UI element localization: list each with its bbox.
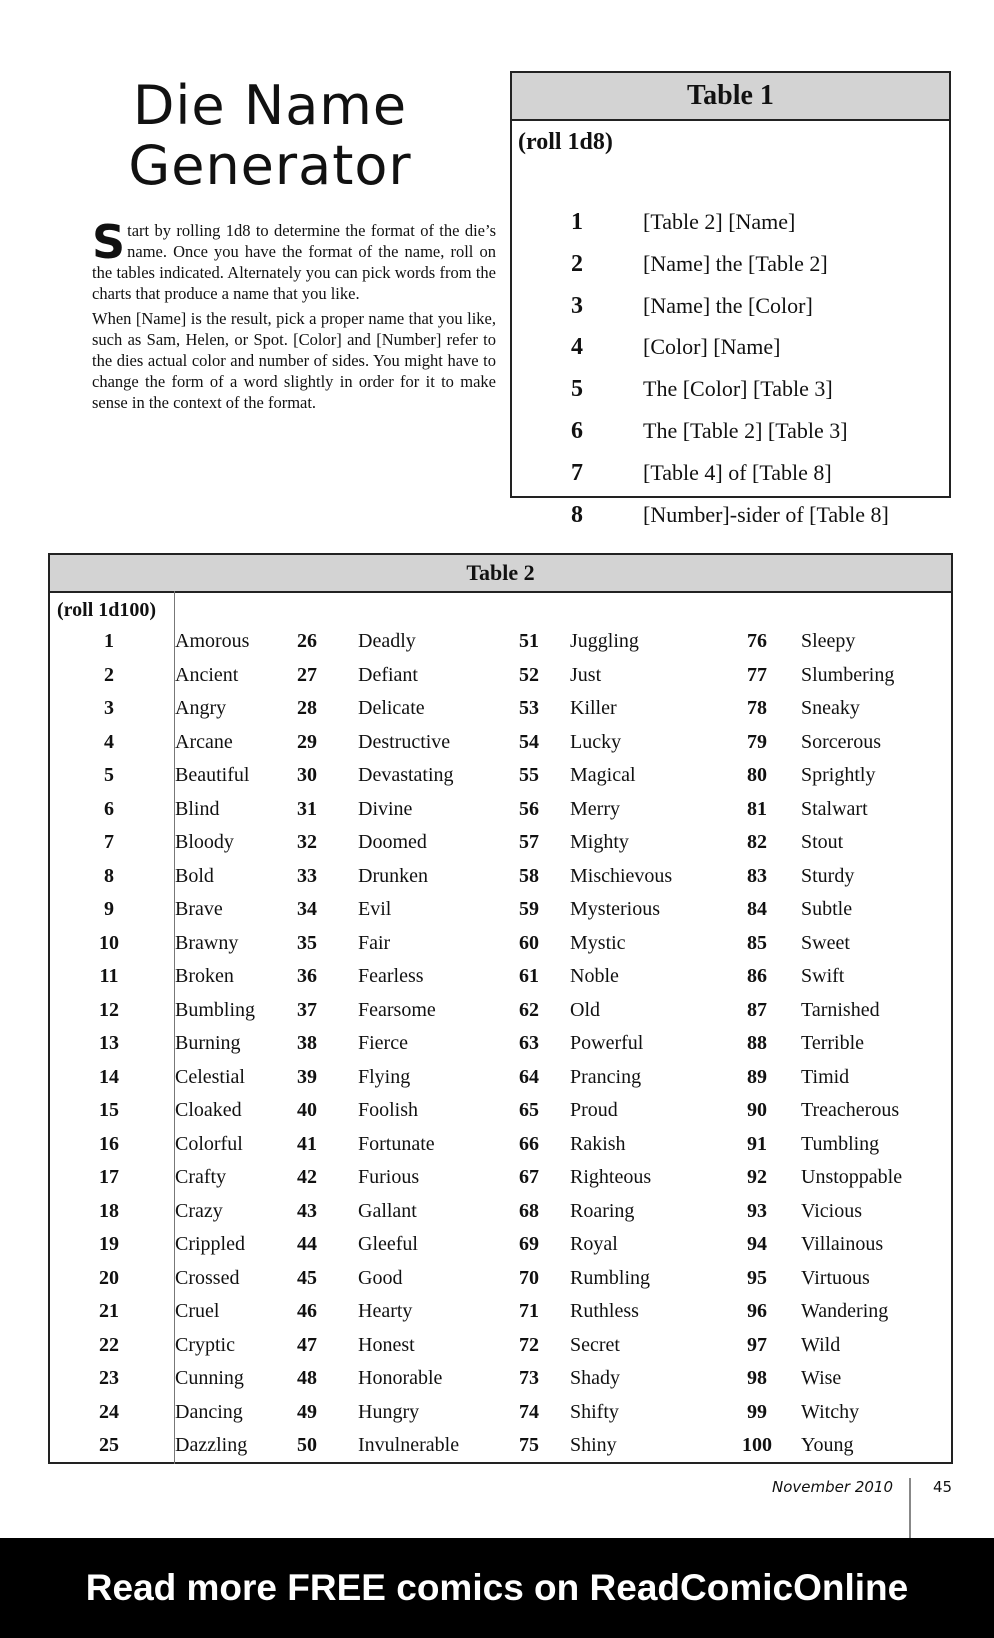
table-2-word: Fierce [358,1032,408,1054]
table-2-word: Treacherous [801,1099,900,1121]
table-2-word: Dazzling [175,1434,248,1456]
table-2-roll-number: 80 [747,764,767,786]
table-2-word: Witchy [801,1400,860,1423]
table-2-word: Cryptic [175,1333,235,1356]
table-2-roll-number: 7 [104,831,114,853]
table-2-word: Fair [358,931,391,954]
table-2-word: Sorcerous [801,730,881,753]
table-2-roll-number: 57 [519,831,539,853]
table-2-word: Old [570,998,600,1021]
drop-cap: S [92,215,126,269]
table-2-word: Righteous [570,1166,652,1188]
table-2-roll-number: 92 [747,1166,767,1188]
intro-paragraph-1 [92,215,496,304]
table-1-title: Table 1 [512,73,949,121]
table-2-word: Devastating [358,764,454,786]
table-2-word: Sprightly [801,764,876,786]
table-2-roll-number: 93 [747,1199,767,1222]
table-2-word: Honest [358,1333,415,1356]
table-2-roll-number: 17 [99,1166,119,1188]
table-2-word: Fearless [358,965,424,987]
table-2-word: Defiant [358,663,418,686]
table-2-word: Slumbering [801,663,895,686]
table-1-roll-number: 5 [571,376,583,403]
table-2-roll-number: 44 [297,1233,317,1255]
table-2-word: Hearty [358,1300,413,1322]
table-2-roll-number: 60 [519,931,539,954]
table-2-roll-number: 8 [104,864,114,887]
intro-paragraph-2: When [Name] is the result, pick a proper name that you like, such as Sam, Helen, or Spot. [Color] and [Number] refer to the dies actual color and number of sides. You might have to change the form of a word slightly in order for it to make sense in the context of the format. [92,309,496,412]
table-2-word: Tarnished [801,998,880,1021]
table-2-word: Wandering [801,1300,889,1322]
table-2-roll-number: 3 [104,697,114,719]
table-2-roll-number: 48 [297,1367,317,1389]
table-2-word: Subtle [801,898,853,920]
table-2-roll-number: 30 [297,764,317,786]
table-2-word: Wise [801,1367,842,1389]
page-title [95,76,445,196]
table-2-roll-number: 45 [297,1266,317,1289]
table-2-roll-number: 66 [519,1132,539,1155]
table-2-word: Flying [358,1065,411,1088]
issue-date: November 2010 [772,1478,893,1496]
title-line-1: Die Name [132,74,408,137]
table-2-roll-number: 25 [99,1434,119,1456]
table-2-word: Bumbling [175,998,256,1021]
table-2-word: Swift [801,965,845,987]
table-2-roll-number: 77 [747,663,767,686]
table-2-word: Lucky [570,730,622,753]
table-2-word: Drunken [358,864,428,887]
table-2-word: Powerful [570,1032,644,1054]
table-2-word: Destructive [358,730,451,753]
table-2-word: Timid [801,1065,850,1088]
table-1-format: [Name] the [Color] [643,292,813,318]
table-1-row [512,201,949,243]
table-2-word: Cunning [175,1367,244,1389]
table-2-roll-number: 38 [297,1032,317,1054]
table-2-roll-number: 10 [99,931,119,954]
table-2-roll-number: 76 [747,630,767,652]
table-2-roll-number: 24 [99,1400,119,1423]
table-2-roll-number: 69 [519,1233,539,1255]
table-2-roll-number: 28 [297,697,317,719]
table-2-word: Cloaked [175,1099,242,1121]
table-2-word: Tumbling [801,1132,880,1155]
table-2-word: Angry [175,697,227,719]
table-2-word: Foolish [358,1099,419,1121]
table-1-format: [Number]-sider of [Table 8] [643,501,889,527]
table-2-word: Amorous [175,630,250,652]
table-2-roll-number: 9 [104,898,114,920]
table-2-word: Furious [358,1166,420,1188]
table-2-roll-number: 82 [747,831,767,853]
table-2-word: Crippled [175,1233,245,1255]
table-2-word: Vicious [801,1199,863,1222]
table-2-roll-number: 98 [747,1367,767,1389]
table-2-word: Stalwart [801,797,868,820]
footer-divider [909,1478,911,1538]
table-1-roll-number: 3 [571,292,583,319]
table-2-word: Gleeful [358,1233,418,1255]
table-2-word: Crafty [175,1166,227,1188]
table-1-roll-number: 4 [571,334,583,361]
table-2-roll-number: 89 [747,1065,767,1088]
table-2-roll-number: 6 [104,797,114,820]
table-2-roll-number: 68 [519,1199,539,1222]
table-2-roll-number: 35 [297,931,317,954]
table-2-roll-number: 19 [99,1233,119,1255]
table-2-word: Young [801,1434,854,1456]
table-2-roll-number: 53 [519,697,539,719]
table-2-word: Beautiful [175,764,250,786]
table-1-format: [Name] the [Table 2] [643,250,828,276]
table-2-word: Bold [175,864,214,887]
table-2-roll-number: 22 [99,1333,119,1356]
table-2-roll-number: 49 [297,1400,317,1423]
table-1-row [512,326,949,368]
table-2-roll-number: 42 [297,1166,317,1188]
table-1-format: The [Color] [Table 3] [643,376,833,402]
table-2-word: Killer [570,697,617,719]
table-2-roll-number: 50 [297,1434,317,1456]
table-2-word: Deadly [358,630,416,652]
table-2-word: Sneaky [801,697,860,719]
table-2-word: Blind [175,797,220,820]
table-1-roll-number: 8 [571,501,583,528]
table-2-roll-number: 78 [747,697,767,719]
table-2-roll-number: 81 [747,797,767,820]
table-2-roll-number: 58 [519,864,539,887]
table-2-roll-number: 37 [297,998,317,1021]
table-1-format: [Table 2] [Name] [643,209,796,234]
table-2-roll-number: 4 [104,730,114,753]
table-2-word: Invulnerable [358,1434,460,1456]
table-2-roll-number: 31 [297,797,317,820]
table-2-roll-number: 71 [519,1300,539,1322]
table-2-roll-number: 26 [297,630,317,652]
table-2-roll-number: 29 [297,730,317,753]
table-2-word: Bloody [175,831,234,853]
table-1-roll-number: 1 [571,209,583,235]
promo-banner[interactable]: Read more FREE comics on ReadComicOnline [0,1538,994,1638]
table-1-format: The [Table 2] [Table 3] [643,418,848,443]
table-2-word: Noble [570,965,619,987]
table-2-roll-number: 40 [297,1099,317,1121]
table-2-word: Evil [358,898,392,920]
table-2-word: Wild [801,1333,841,1356]
table-2-word: Honorable [358,1367,443,1389]
table-1-row [512,285,949,327]
table-2-word: Brawny [175,931,239,954]
table-2-word: Cruel [175,1300,220,1322]
table-2-word: Just [570,663,602,686]
intro-text [92,215,496,417]
table-2-roll-number: 64 [519,1065,539,1088]
table-2-roll-number: 2 [104,663,114,686]
table-2-word: Broken [175,965,234,987]
table-2-word: Juggling [570,630,639,652]
table-2-roll-number: 75 [519,1434,539,1456]
table-2-roll-number: 36 [297,965,317,987]
table-2-word: Shifty [570,1400,619,1423]
table-2-word: Fortunate [358,1132,435,1155]
table-2-word: Crazy [175,1199,223,1222]
table-2-roll-number: 84 [747,898,767,920]
table-2-roll-number: 5 [104,764,114,786]
table-2-word: Ruthless [570,1300,639,1322]
table-2-roll-number: 23 [99,1367,119,1389]
table-2-roll-number: 43 [297,1199,317,1222]
table-2-word: Good [358,1266,403,1289]
table-2-word: Divine [358,797,413,820]
table-2-roll-number: 32 [297,831,317,853]
table-2-word: Mysterious [570,898,660,920]
table-2-roll-number: 18 [99,1199,119,1222]
table-2-roll-number: 100 [742,1434,772,1456]
title-line-2: Generator [128,134,412,197]
table-1-format: [Table 4] of [Table 8] [643,459,832,485]
table-2-word: Sturdy [801,864,855,887]
table-2-roll-number: 88 [747,1032,767,1054]
table-2-word: Fearsome [358,998,436,1021]
table-2-word: Magical [570,764,636,786]
table-2-title: Table 2 [50,555,951,593]
table-2-roll-number: 87 [747,998,767,1021]
table-2-roll-number: 63 [519,1032,539,1054]
table-2-roll-number: 94 [747,1233,767,1255]
table-1-roll-number: 6 [571,418,583,444]
table-2-roll-number: 62 [519,998,539,1021]
table-1-roll-label: (roll 1d8) [518,129,613,155]
table-2-word: Ancient [175,663,239,686]
table-2-roll-number: 16 [99,1132,119,1155]
table-2-word: Celestial [175,1065,245,1088]
table-2-roll-number: 55 [519,764,539,786]
table-2-word: Sleepy [801,630,856,652]
table-2-word: Brave [175,898,223,920]
table-2-roll-number: 90 [747,1099,767,1121]
table-2-word: Villainous [801,1233,884,1255]
table-2-word: Shady [570,1367,620,1389]
table-2-word: Doomed [358,831,427,853]
table-2-roll-number: 33 [297,864,317,887]
table-2-word: Sweet [801,931,850,954]
table-1 [510,71,951,528]
table-2-word: Crossed [175,1266,240,1289]
table-2-roll-label: (roll 1d100) [57,599,157,621]
table-2-word: Colorful [175,1132,243,1155]
table-2-word: Proud [570,1099,618,1121]
table-2-roll-number: 27 [297,663,317,686]
table-2-word: Prancing [570,1065,642,1088]
table-2-word: Secret [570,1333,620,1356]
table-2-word: Hungry [358,1400,420,1423]
intro-paragraph-1-text: tart by rolling 1d8 to determine the format of the die’s name. Once you have the format of the name, roll on the tables indicated. Alternately you can pick words from the charts that produce a name that you like. [92,221,496,303]
table-2-roll-number: 34 [297,898,317,920]
table-2-roll-number: 95 [747,1266,767,1289]
table-2-roll-number: 97 [747,1333,767,1356]
table-1-row [512,452,949,494]
table-2-roll-number: 39 [297,1065,317,1088]
table-2-roll-number: 56 [519,797,539,820]
table-2-word: Rumbling [570,1266,651,1289]
table-2-roll-number: 61 [519,965,539,987]
table-2-word: Unstoppable [801,1166,903,1188]
table-2-roll-number: 99 [747,1400,767,1423]
table-2-word: Burning [175,1032,241,1054]
table-2-roll-number: 14 [99,1065,119,1088]
table-2-word: Dancing [175,1400,243,1423]
table-2-roll-number: 86 [747,965,767,987]
table-2-roll-number: 47 [297,1333,317,1356]
page-number: 45 [933,1478,953,1496]
table-2-roll-number: 96 [747,1300,767,1322]
table-2-roll-number: 91 [747,1132,767,1155]
table-1-roll-number: 2 [571,250,583,277]
table-2-roll-number: 65 [519,1099,539,1121]
table-2-roll-number: 11 [99,965,119,987]
table-1-row [512,494,949,536]
table-2-word: Arcane [175,730,233,753]
table-1-row [512,410,949,452]
table-2-roll-number: 59 [519,898,539,920]
table-2-roll-number: 21 [99,1300,119,1322]
table-1-roll-number: 7 [571,459,583,486]
table-2-roll-number: 70 [519,1266,539,1289]
table-2-word: Delicate [358,697,425,719]
table-2-roll-number: 54 [519,730,539,753]
table-2-word: Merry [570,797,620,820]
table-2-roll-number: 52 [519,663,539,686]
table-2-roll-number: 83 [747,864,767,887]
table-2-roll-number: 72 [519,1333,539,1356]
table-2-roll-number: 51 [519,630,539,652]
table-2-roll-number: 79 [747,730,767,753]
table-2-word: Shiny [570,1434,617,1456]
table-2-word: Virtuous [801,1266,870,1289]
table-2-word: Terrible [801,1032,865,1054]
table-2-roll-number: 73 [519,1367,539,1389]
table-2-word: Stout [801,831,844,853]
table-2-word: Mischievous [570,864,673,887]
table-2-roll-number: 13 [99,1032,119,1054]
table-2-word: Gallant [358,1199,417,1222]
table-2-word: Rakish [570,1132,626,1155]
table-1-row [512,368,949,410]
table-2-word: Roaring [570,1199,635,1222]
table-2-roll-number: 12 [99,998,119,1021]
table-1-row [512,243,949,285]
table-2-roll-number: 74 [519,1400,539,1423]
table-2-roll-number: 46 [297,1300,317,1322]
table-2-roll-number: 20 [99,1266,119,1289]
table-2-word: Mystic [570,931,626,954]
table-2-word: Mighty [570,831,629,853]
table-2-roll-number: 41 [297,1132,317,1155]
table-2-roll-number: 67 [519,1166,539,1188]
table-2-word: Royal [570,1233,618,1255]
table-1-format: [Color] [Name] [643,334,781,360]
table-2-roll-number: 85 [747,931,767,954]
table-2-roll-number: 1 [104,630,114,652]
table-2-roll-number: 15 [99,1099,119,1121]
table-2 [48,553,953,1464]
